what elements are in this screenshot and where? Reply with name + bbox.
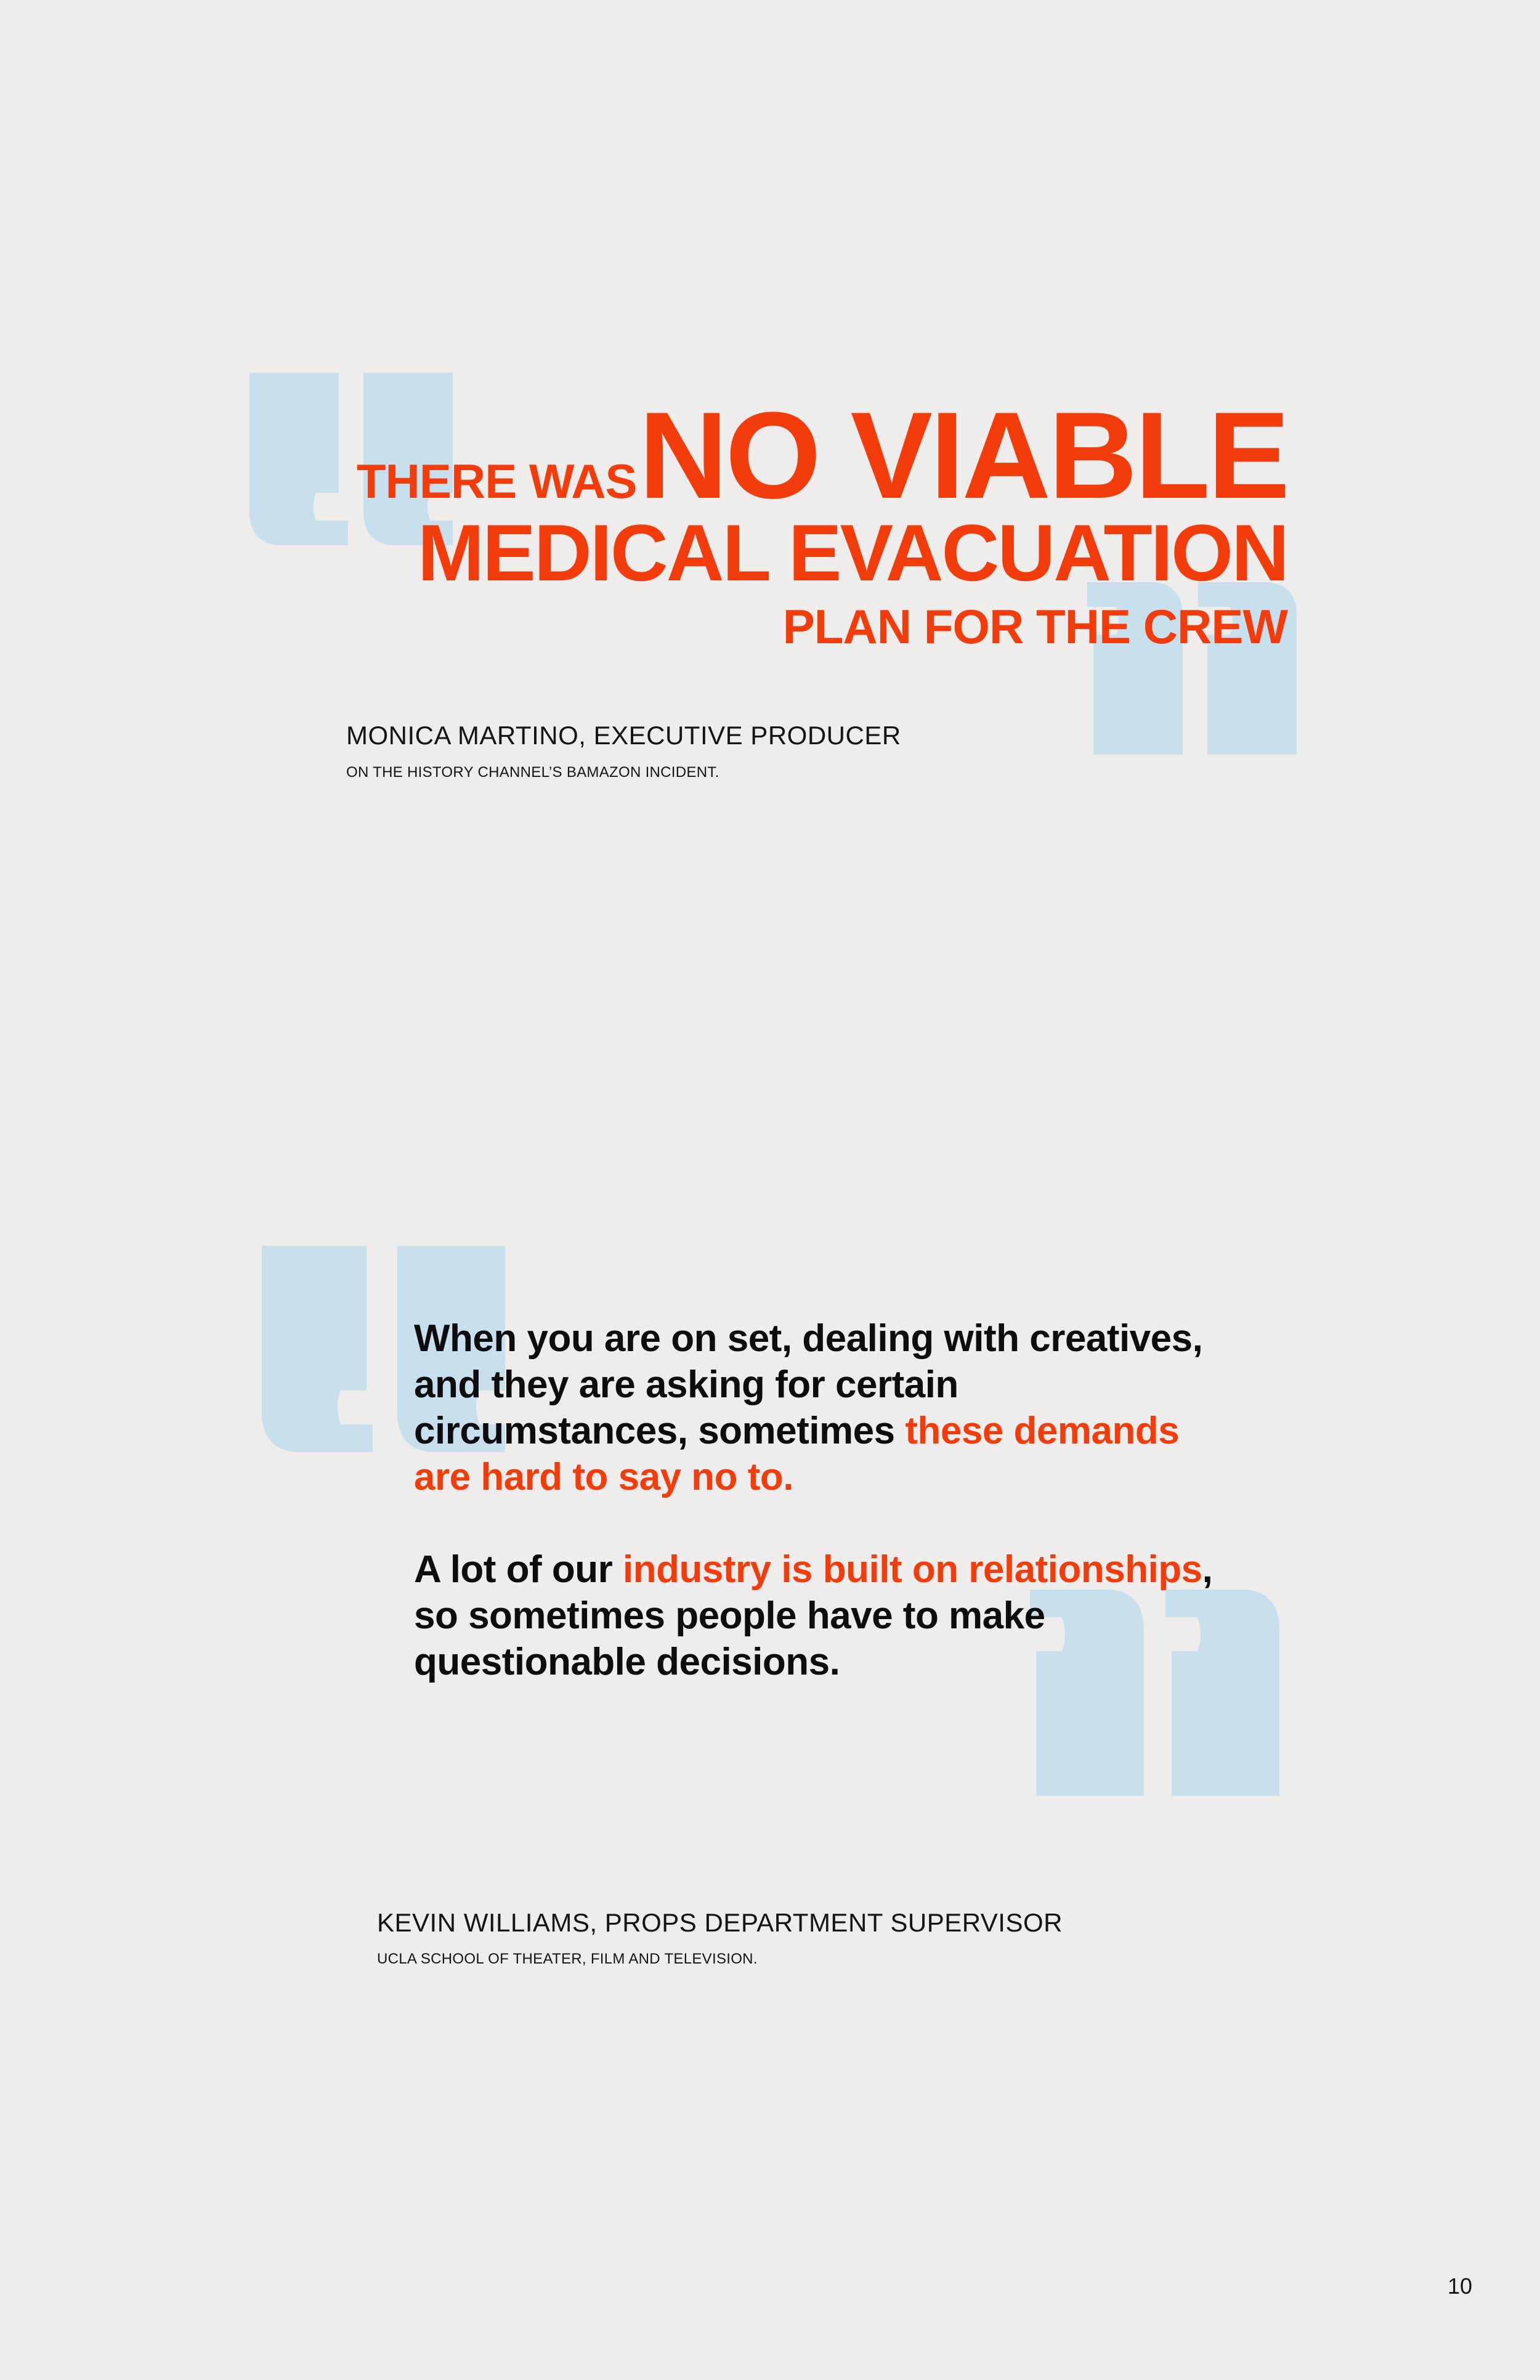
headline-prefix: THERE WAS: [356, 454, 637, 508]
pull-quote-body: [414, 1315, 1215, 1685]
quote2-p1-text: When you are on set, dealing with creatives, and they are asking for certain circumstances, sometimes: [414, 1317, 1203, 1452]
quote2-paragraph-1: [414, 1315, 1215, 1500]
page-number: 10: [1447, 2273, 1472, 2299]
quote1-attribution-context: ON THE HISTORY CHANNEL’S BAMAZON INCIDENT.: [346, 764, 719, 781]
quote2-attribution-name: KEVIN WILLIAMS, PROPS DEPARTMENT SUPERVISOR: [377, 1908, 1063, 1937]
pull-quote-headline: [345, 387, 1287, 654]
headline-line-2: MEDICAL EVACUATION: [417, 508, 1287, 598]
quote2-paragraph-2: [414, 1546, 1215, 1685]
quote2-p1-highlight: these demands are hard to say no to.: [414, 1410, 1180, 1498]
quote2-p2-text-end: , so sometimes people have to make questionable decisions.: [414, 1548, 1213, 1683]
quote2-p2-text-start: A lot of our: [414, 1548, 623, 1591]
quote2-attribution-context: UCLA SCHOOL OF THEATER, FILM AND TELEVISION.: [377, 1951, 758, 1967]
quote2-p2-highlight: industry is built on relationships: [623, 1548, 1202, 1591]
headline-emphasis: NO VIABLE: [639, 387, 1287, 524]
quote1-attribution-name: MONICA MARTINO, EXECUTIVE PRODUCER: [346, 721, 901, 750]
headline-line-3: PLAN FOR THE CREW: [782, 599, 1287, 654]
